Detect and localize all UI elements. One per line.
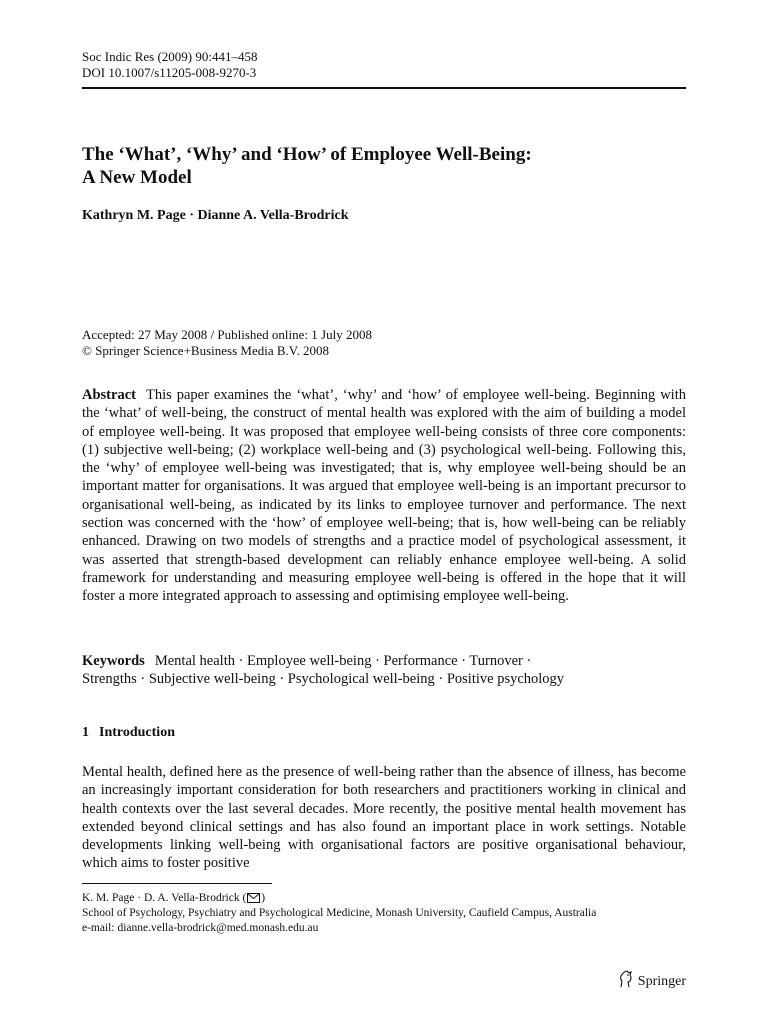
section-title: Introduction — [99, 725, 175, 740]
affiliation: School of Psychology, Psychiatry and Psychological Medicine, Monash University, Caufield Campus, Australia — [82, 907, 597, 919]
keywords — [82, 652, 686, 689]
footnote-authors-close: ) — [261, 892, 266, 904]
keywords-line-1: Mental health · Employee well-being · Performance · Turnover · — [154, 653, 532, 669]
footnote — [82, 891, 686, 936]
title-line-2: A New Model — [82, 167, 192, 188]
keywords-line-2: Strengths · Subjective well-being · Psychological well-being · Positive psychology — [82, 671, 565, 688]
copyright: © Springer Science+Business Media B.V. 2008 — [82, 343, 329, 358]
header-rule — [82, 87, 686, 89]
footnote-rule — [82, 883, 272, 884]
footnote-authors-text: K. M. Page · D. A. Vella-Brodrick ( — [82, 892, 247, 904]
section-heading — [82, 725, 175, 741]
introduction-text: Mental health, defined here as the presence of well-being rather than the absence of illness, has become an increasingly important consideration for both researchers and practitioners working in clinical and health contexts over the last several decades. More recently, the positive mental health movement has extended beyond clinical settings and has also found an important place in work settings. Notable developments linking well-being with organisational factors are positive organisational behaviour, which aims to foster positive — [82, 764, 686, 872]
title-line-1: The ‘What’, ‘Why’ and ‘How’ of Employee Well-Being: — [82, 144, 532, 165]
abstract-label: Abstract — [82, 387, 136, 403]
publisher-logo — [618, 970, 686, 993]
article-title — [82, 143, 686, 189]
publisher-name: Springer — [637, 973, 686, 989]
footnote-authors — [82, 891, 686, 906]
journal-header — [82, 49, 257, 81]
accepted-published: Accepted: 27 May 2008 / Published online: 1 July 2008 — [82, 327, 372, 342]
envelope-icon — [247, 893, 260, 903]
abstract-text: This paper examines the ‘what’, ‘why’ and ‘how’ of employee well-being. Beginning with the ‘what’ of well-being, the construct of mental health was explored with the aim of building a model of employee well-being. It was proposed that employee well-being consists of three core components: (1) subjective well-being; (2) workplace well-being and (3) psychological well-being. Following this, the ‘why’ of employee well-being was investigated; that is, why employee well-being should be an important matter for organisations. It was argued that employee well-being is an important precursor to organisational well-being, as indicated by its links to employee turnover and performance. The next section was concerned with the ‘how’ of employee well-being; that is, how well-being can be reliably enhanced. Drawing on two models of strengths and a practice model of psychological assessment, it was asserted that strength-based development can reliably enhance employee well-being. A solid framework for understanding and measuring employee well-being is offered in the hope that it will foster a more integrated approach to assessing and optimising employee well-being. — [82, 387, 686, 605]
authors: Kathryn M. Page · Dianne A. Vella-Brodrick — [82, 208, 349, 223]
doi: DOI 10.1007/s11205-008-9270-3 — [82, 65, 257, 80]
publication-dates — [82, 327, 372, 359]
springer-horse-icon — [618, 970, 634, 993]
abstract — [82, 386, 686, 606]
email: e-mail: dianne.vella-brodrick@med.monash.edu.au — [82, 922, 319, 934]
section-number: 1 — [82, 725, 89, 740]
keywords-label: Keywords — [82, 653, 145, 669]
journal-citation: Soc Indic Res (2009) 90:441–458 — [82, 49, 258, 64]
